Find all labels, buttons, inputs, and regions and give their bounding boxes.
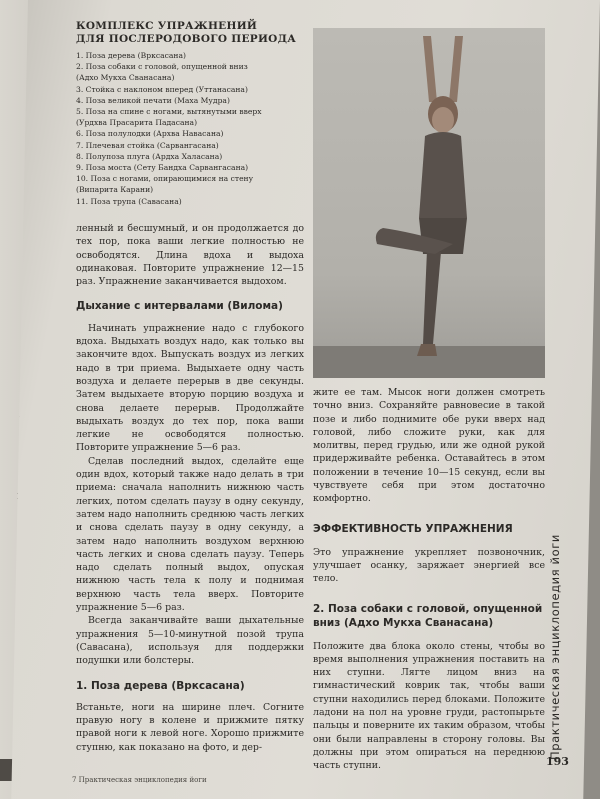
running-title-vertical: Практическая энциклопедия йоги <box>548 534 562 760</box>
paragraph: Начинать упражнение надо с глубокого вдоха. Выдыхать воздух надо, как только вы закончите вдох. Выпускать воздух из легких надо в три приема. Выдыхаете одну часть воздуха и делаете перерыв в две секунды. Затем выдыхаете вторую порцию воздуха и снова делаете перерыв. Продолжайте выдыхать воздух до тех пор, пока ваши легкие не освободятся полностью. Повторите упражнение 5—6 раз. <box>76 322 304 454</box>
list-item: (Адхо Мукха Сванасана) <box>76 73 175 83</box>
page-number: 193 <box>546 755 569 768</box>
list-item: 6. Поза полулодки (Архва Навасана) <box>76 129 224 139</box>
paragraph: Сделав последний выдох, сделайте еще один вдох, который также надо делать в три приема: сначала наполнить нижнюю часть легких, потом сделать паузу в одну секунду, затем надо наполнить среднюю часть легких и снова сделать паузу в одну секунду, а затем надо наполнить воздухом верхнюю часть легких и снова сделать паузу. Теперь надо сделать полный выдох, опуская нижнюю часть тела к полу и поднимая верхнюю часть тела вверх. Повторите упражнение 5—6 раз. <box>76 455 304 614</box>
list-item: (Випарита Карани) <box>76 185 154 195</box>
list-item: 1. Поза дерева (Врксасана) <box>76 51 186 60</box>
paragraph: Это упражнение укрепляет позвоночник, улучшает осанку, заряжает энергией все тело. <box>313 546 545 585</box>
list-item: 10. Поза с ногами, опирающимися на стену <box>76 174 254 184</box>
list-item: 3. Стойка с наклоном вперед (Уттанасана) <box>76 84 248 94</box>
box-title: КОМПЛЕКС УПРАЖНЕНИЙ ДЛЯ ПОСЛЕРОДОВОГО ПЕРИОДА <box>76 20 297 45</box>
list-item: 7. Плечевая стойка (Сарвангасана) <box>76 140 219 150</box>
list-item: 5. Поза на спине с ногами, вытянутыми вверх <box>76 107 262 117</box>
section-heading-tree-pose: 1. Поза дерева (Врксасана) <box>76 679 245 692</box>
list-item: 4. Поза великой печати (Маха Мудра) <box>76 95 230 105</box>
woman-tree-pose-figure <box>313 28 545 378</box>
right-text-column <box>313 386 545 773</box>
section-heading-effectiveness: ЭФФЕКТИВНОСТЬ УПРАЖНЕНИЯ <box>313 522 513 535</box>
footer: 7 Практическая энциклопедия йоги <box>72 776 207 784</box>
left-text-column <box>76 222 304 754</box>
exercise-list <box>76 50 306 207</box>
tree-pose-photo <box>313 28 545 378</box>
paragraph: Положите два блока около стены, чтобы во время выполнения упражнения поставить на них ступни. Лягте лицом вниз на гимнастический коврик так, чтобы ваши ступни находились перед блоками. Положите ладони на пол на уровне груди, растопырьте пальцы и поверните их таким образом, чтобы они были направлены в сторону головы. Вы должны при этом опираться на переднюю часть ступни. <box>313 640 545 772</box>
paragraph: ленный и бесшумный, и он продолжается до тех пор, пока ваши легкие полностью не освободятся. Длина вдоха и выдоха одинаковая. Повторите упражнение 12—15 раз. Упражнение заканчивается выдохом. <box>76 223 304 288</box>
list-item: 11. Поза трупа (Савасана) <box>76 196 182 206</box>
list-item: (Урдхва Прасарита Падасана) <box>76 118 198 128</box>
list-item: 2. Поза собаки с головой, опущенной вниз <box>76 62 248 72</box>
paragraph: жите ее там. Мысок ноги должен смотреть точно вниз. Сохраняйте равновесие в такой позе и либо поднимите обе руки вверх над головой, либо сложите руки, как для молитвы, перед грудью, или же одной рукой придерживайте ребенка. Оставайтесь в этом положении в течение 10—15 секунд, если вы чувствуете себя при этом достаточно комфортно. <box>313 387 545 505</box>
list-item: 8. Полупоза плуга (Ардха Халасана) <box>76 151 223 161</box>
exercise-complex-box <box>76 20 306 207</box>
section-heading-viloma: Дыхание с интервалами (Вилома) <box>76 300 283 313</box>
list-item: 9. Поза моста (Сету Бандха Сарвангасана) <box>76 163 249 173</box>
paragraph: Встаньте, ноги на ширине плеч. Согните правую ногу в колене и прижмите пятку правой ноги к левой ноге. Хорошо прижмите ступню, как показано на фото, и дер- <box>76 701 304 753</box>
paragraph: Всегда заканчивайте ваши дыхательные упражнения 5—10-минутной позой трупа (Савасана), используя для поддержки подушки или болстеры. <box>76 615 304 667</box>
section-heading-downward-dog: 2. Поза собаки с головой, опущенной вниз (Адхо Мукха Сванасана) <box>313 602 543 629</box>
